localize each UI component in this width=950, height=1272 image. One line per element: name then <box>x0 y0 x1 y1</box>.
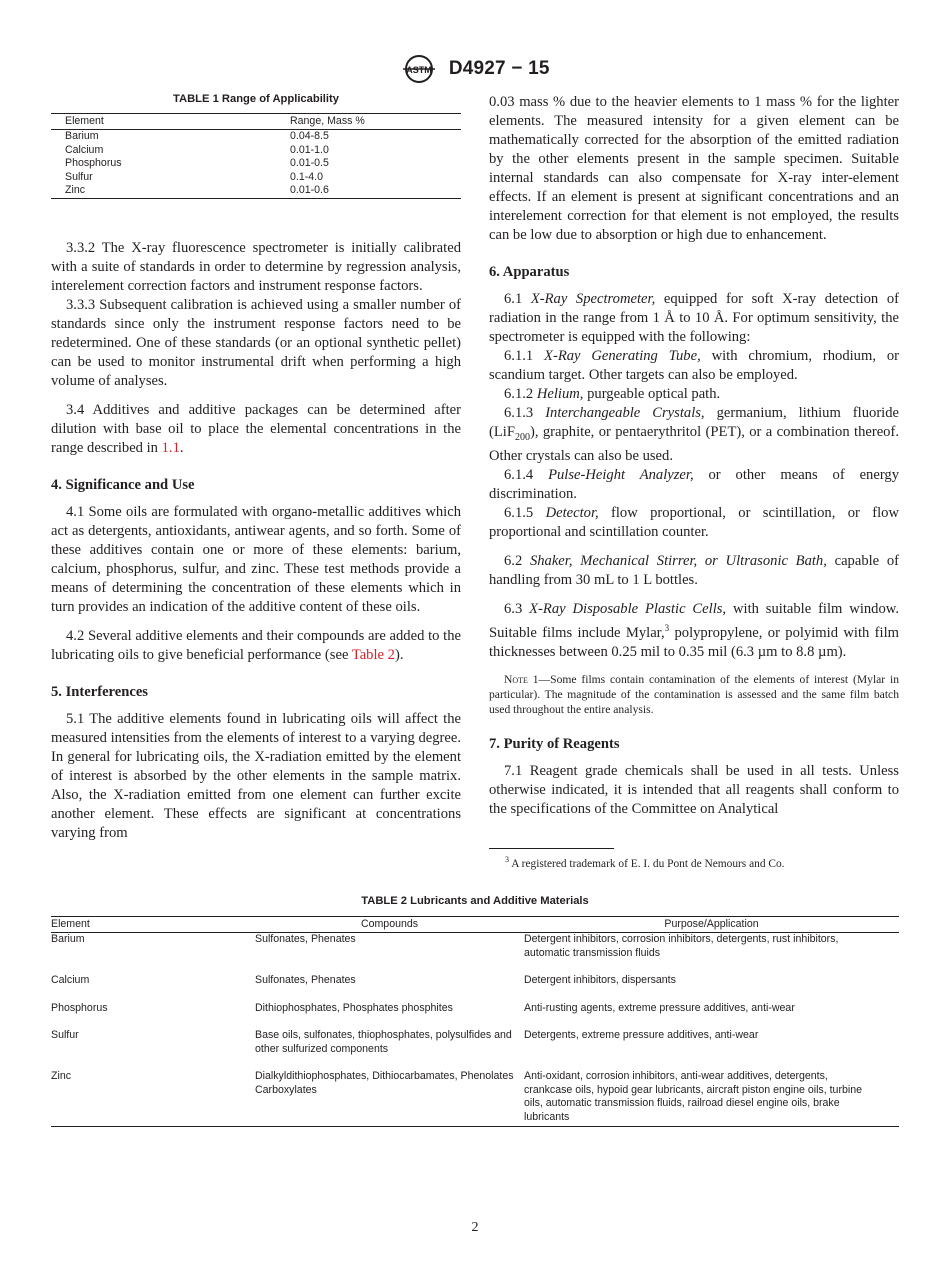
table-2-caption: TABLE 2 Lubricants and Additive Materials <box>361 895 589 907</box>
table-cell: Sulfonates, Phenates <box>255 933 356 945</box>
table-cell: 0.01-0.6 <box>276 184 461 198</box>
table-cell: Phosphorus <box>65 157 122 169</box>
table-cell: Anti-rusting agents, extreme pressure additives, anti-wear <box>524 1001 795 1014</box>
table-row <box>51 974 899 1002</box>
table-cell: Sulfur <box>65 170 93 183</box>
table-row <box>51 171 461 185</box>
paragraph-6-2: 6.2 Shaker, Mechanical Stirrer, or Ultrasonic Bath, capable of handling from 30 mL to 1 L bottles. <box>489 552 899 588</box>
footnote-3: $^3$ A registered trademark of E. I. du Pont de Nemours and Co. <box>505 855 785 870</box>
table-cell: Base oils, sulfonates, thiophosphates, polysulfides and other sulfurized components <box>255 1029 512 1055</box>
table-row <box>51 1002 899 1030</box>
footnote-divider <box>489 848 614 849</box>
table-2-container <box>51 895 899 1127</box>
table-2-header-element: Element <box>51 916 255 933</box>
table-cell: Sulfur <box>51 1029 79 1041</box>
section-6-heading: 6. Apparatus <box>489 264 570 280</box>
table-cell: Zinc <box>51 1070 255 1127</box>
table-cell: Barium <box>65 130 99 142</box>
table-cell: Phosphorus <box>51 1001 108 1014</box>
table-cell: 0.01-0.5 <box>290 157 329 169</box>
table-cell: 0.01-1.0 <box>290 143 329 156</box>
section-5-heading: 5. Interferences <box>51 683 148 700</box>
table-cell: Sulfonates, Phenates <box>255 974 356 986</box>
paragraph-5-1: 5.1 The additive elements found in lubricating oils will affect the measured intensities from the elements of interest to a varying degree. In general for lubricating oils, the X-radiation emitted by the element of interest is absorbed by the other elements in the sample matrix. Also, the X-radiation emitted from one element can further excite another element. These effects are significant at concentrations varying from <box>51 710 461 841</box>
table-row <box>51 157 461 171</box>
paragraph-6-1-3: 6.1.3 Interchangeable Crystals, germanium, lithium fluoride (LiF$_{200}$), graphite, or pentaerythritol (PET), or a combination thereof. Other crystals can also be used. <box>489 405 900 464</box>
paragraph-7-1: 7.1 Reagent grade chemicals shall be used in all tests. Unless otherwise indicated, it is intended that all reagents shall conform to the specifications of the Committee on Analytical <box>489 762 899 817</box>
table-row <box>51 184 461 198</box>
paragraph-6-1-5: 6.1.5 Detector, flow proportional, or scintillation, or flow proportional and scintillation counter. <box>489 504 899 540</box>
paragraph-3-3-3: 3.3.3 Subsequent calibration is achieved using a smaller number of standards since only the instrument response factors need to be redetermined. One of these standards (or an optional synthetic pellet) can be used to monitor instrumental drift when performing a high volume of analyses. <box>51 296 461 389</box>
table-1-caption: TABLE 1 Range of Applicability <box>173 93 339 105</box>
left-column <box>51 93 461 843</box>
table-cell: Detergent inhibitors, dispersants <box>524 974 676 986</box>
table-row <box>51 1029 899 1070</box>
table-cell: Calcium <box>51 974 90 986</box>
table-cell: Detergents, extreme pressure additives, anti-wear <box>524 1029 759 1041</box>
page-header <box>0 54 950 84</box>
table-cell: Dialkyldithiophosphates, Dithiocarbamates, Phenolates Carboxylates <box>255 1070 524 1127</box>
astm-logo-icon <box>400 54 438 84</box>
section-4-heading: 4. Significance and Use <box>51 476 195 493</box>
table-row <box>51 130 461 144</box>
table-cell: Zinc <box>51 184 276 198</box>
table-cell: Calcium <box>65 143 104 156</box>
table-1-header-range: Range, Mass % <box>276 113 461 130</box>
table-cell: Barium <box>51 933 85 945</box>
paragraph-3-3-2: 3.3.2 The X-ray fluorescence spectrometer is initially calibrated with a suite of standards in order to determine by regression analysis, interelement correction factors and instrument response factors. <box>51 239 461 294</box>
table-cell: 0.04-8.5 <box>290 130 329 142</box>
paragraph-3-4: 3.4 Additives and additive packages can be determined after dilution with base oil to place the elemental concentrations in the range described in 1.1. <box>51 401 461 456</box>
paragraph-6-1-1: 6.1.1 X-Ray Generating Tube, with chromium, rhodium, or scandium target. Other targets can also be employed. <box>489 348 899 383</box>
section-7-heading: 7. Purity of Reagents <box>489 735 620 752</box>
table-2-link[interactable]: Table 2 <box>351 646 395 663</box>
paragraph-5-1-continued: 0.03 mass % due to the heavier elements to 1 mass % for the lighter elements. The measured intensity for a given element can be mathematically corrected for the absorption of the emitted radiation by the other elements present in the sample specimen. Suitable internal standards can also compensate for X-ray inter-element effects. If an element is present at significant concentrations and an interelement correction for that element is not employed, the results can be low due to absorption or high due to enhancement. <box>489 94 899 243</box>
right-column <box>489 93 899 819</box>
paragraph-6-3: 6.3 X-Ray Disposable Plastic Cells, with suitable film window. Suitable films include Mylar,$^3$ polypropylene, or polyimid with film thicknesses between 0.25 mil to 0.35 mil (6.3 µm to 8.8 µm). <box>489 600 899 660</box>
table-cell: 0.1-4.0 <box>290 170 323 183</box>
table-row <box>51 933 899 975</box>
section-1-1-link[interactable]: 1.1 <box>161 439 180 456</box>
table-row <box>51 144 461 158</box>
table-cell: Anti-oxidant, corrosion inhibitors, anti-wear additives, detergents, crankcase oils, hypoid gear lubricants, aircraft piston engine oils, turbine oils, automatic transmission fluids, railroad diesel engine oils, brake lubricants <box>524 1070 899 1127</box>
document-id: D4927 − 15 <box>448 58 550 79</box>
paragraph-4-2: 4.2 Several additive elements and their compounds are added to the lubricating oils to give beneficial performance (see Table 2). <box>51 627 461 663</box>
table-cell: Dithiophosphates, Phosphates phosphites <box>255 1001 453 1014</box>
table-2-header-compounds: Compounds <box>255 916 524 933</box>
paragraph-6-1-2: 6.1.2 Helium, purgeable optical path. <box>504 386 721 402</box>
paragraph-6-1: 6.1 X-Ray Spectrometer, equipped for soft X-ray detection of radiation in the range from 1 Å to 10 Å. For optimum sensitivity, the spectrometer is equipped with the following: <box>489 291 899 345</box>
paragraph-4-1: 4.1 Some oils are formulated with organo-metallic additives which act as detergents, antioxidants, antiwear agents, and so forth. Some of these additives contain one or more of these elements: barium, calcium, phosphorus, sulfur, and zinc. These test methods provide a means of determining the concentration of these elements which in turn provides an indication of the additive content of these oils. <box>51 503 461 615</box>
svg-text:ASTM: ASTM <box>406 65 433 75</box>
table-2-header-purpose: Purpose/Application <box>524 916 899 933</box>
table-1-header-element: Element <box>51 113 276 130</box>
page-number: 2 <box>471 1220 479 1235</box>
table-1 <box>51 93 461 199</box>
paragraph-6-1-4: 6.1.4 Pulse-Height Analyzer, or other means of energy discrimination. <box>489 466 900 502</box>
note-1: Note 1—Some films contain contamination of the elements of interest (Mylar in particular). The magnitude of the contamination is assessed and the same film batch used throughout the entire analysis. <box>489 672 899 716</box>
table-cell: Detergent inhibitors, corrosion inhibitors, detergents, rust inhibitors, automatic transmission fluids <box>524 933 839 959</box>
table-row <box>51 1070 899 1127</box>
table-2 <box>51 895 899 1127</box>
